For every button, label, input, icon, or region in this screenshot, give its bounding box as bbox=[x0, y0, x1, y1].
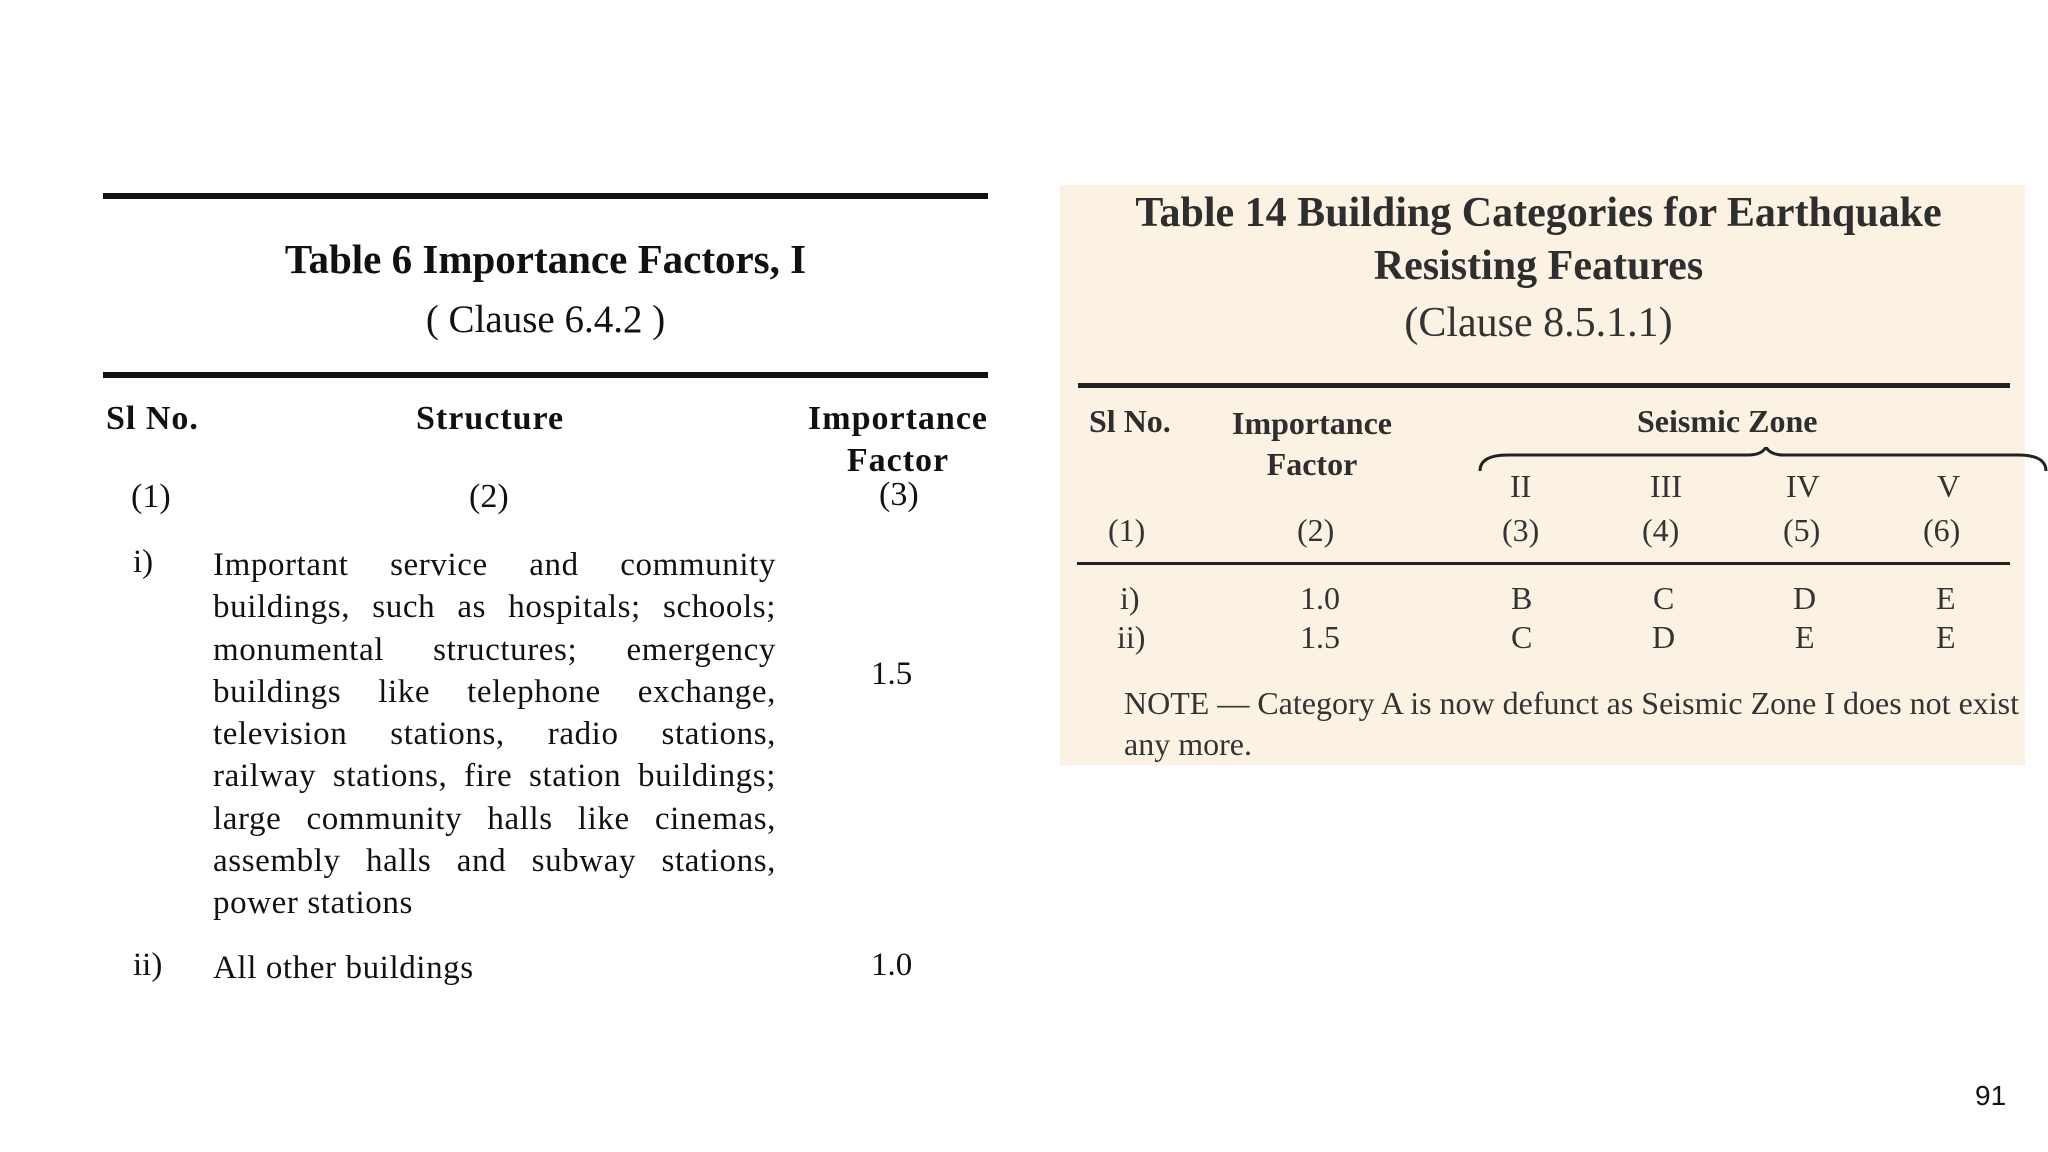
header-importance-factor bbox=[808, 398, 988, 482]
zone-label: II bbox=[1510, 468, 1532, 504]
table-row bbox=[103, 544, 988, 925]
row-index: i) bbox=[133, 544, 154, 580]
row-zone-category: D bbox=[1652, 619, 1676, 655]
header-factor-line2: Factor bbox=[1266, 446, 1358, 482]
header-importance-factor bbox=[1232, 403, 1392, 485]
row-zone-category: D bbox=[1793, 580, 1817, 616]
row-index: i) bbox=[1120, 580, 1140, 616]
header-factor-line2: Factor bbox=[846, 442, 950, 479]
seismic-zone-brace bbox=[1478, 447, 2048, 473]
table-6-title: Table 6 Importance Factors, I bbox=[284, 236, 807, 282]
column-number: (1) bbox=[1108, 512, 1146, 548]
column-number-row bbox=[103, 478, 988, 536]
row-structure: Important service and community buildings, such as hospitals; schools; monumental structures; emergency buildings like telephone exchange, television stations, radio stations, railway stations, fire station buildings; large community halls like cinemas, assembly halls and subway stations, power stations bbox=[213, 547, 776, 922]
table-14-title-line1: Table 14 Building Categories for Earthquake bbox=[1135, 190, 1942, 236]
row-importance-factor: 1.0 bbox=[1300, 580, 1340, 616]
table-6-importance-factors bbox=[103, 193, 988, 989]
column-number: (5) bbox=[1783, 512, 1821, 548]
zone-label: V bbox=[1937, 468, 1961, 504]
row-zone-category: B bbox=[1511, 580, 1533, 616]
table-14-building-categories bbox=[1060, 185, 2025, 765]
table-14-title-line2: Resisting Features bbox=[1373, 243, 1704, 289]
table-6-header-row bbox=[103, 378, 988, 478]
row-structure: All other buildings bbox=[213, 949, 474, 986]
table-row bbox=[103, 947, 988, 989]
column-number: (2) bbox=[1297, 512, 1335, 548]
row-zone-category: E bbox=[1936, 619, 1956, 655]
table-top-rule bbox=[1078, 383, 2010, 388]
table-top-rule bbox=[103, 193, 988, 199]
row-index: ii) bbox=[1117, 619, 1146, 655]
row-zone-category: E bbox=[1936, 580, 1956, 616]
zone-label: IV bbox=[1786, 468, 1820, 504]
row-zone-category: C bbox=[1653, 580, 1675, 616]
column-number: (3) bbox=[1502, 512, 1540, 548]
row-importance-factor: 1.5 bbox=[1300, 619, 1340, 655]
column-number: (6) bbox=[1923, 512, 1961, 548]
header-seismic-zone: Seismic Zone bbox=[1637, 403, 1818, 439]
table-14-title bbox=[1060, 187, 2017, 293]
column-number: (2) bbox=[469, 478, 509, 515]
header-structure: Structure bbox=[416, 400, 565, 437]
row-importance-factor: 1.5 bbox=[871, 656, 913, 692]
zone-label: III bbox=[1650, 468, 1682, 504]
column-number: (1) bbox=[131, 478, 171, 515]
header-sl-no: Sl No. bbox=[106, 400, 199, 437]
row-zone-category: E bbox=[1795, 619, 1815, 655]
slide-number: 91 bbox=[1975, 1080, 2007, 1111]
table-header-rule bbox=[1077, 562, 2010, 565]
row-zone-category: C bbox=[1511, 619, 1533, 655]
row-importance-factor: 1.0 bbox=[871, 946, 913, 983]
column-number: (3) bbox=[879, 476, 919, 513]
header-sl-no: Sl No. bbox=[1089, 403, 1171, 439]
column-number: (4) bbox=[1642, 512, 1680, 548]
row-index: ii) bbox=[133, 946, 163, 983]
table-6-clause: ( Clause 6.4.2 ) bbox=[425, 298, 666, 341]
header-importance-line1: Importance bbox=[1232, 405, 1392, 441]
table-14-clause: (Clause 8.5.1.1) bbox=[1404, 300, 1673, 346]
table-14-note: NOTE — Category A is now defunct as Seismic Zone I does not exist any more. bbox=[1124, 685, 2019, 762]
header-importance-line1: Importance bbox=[808, 400, 988, 437]
